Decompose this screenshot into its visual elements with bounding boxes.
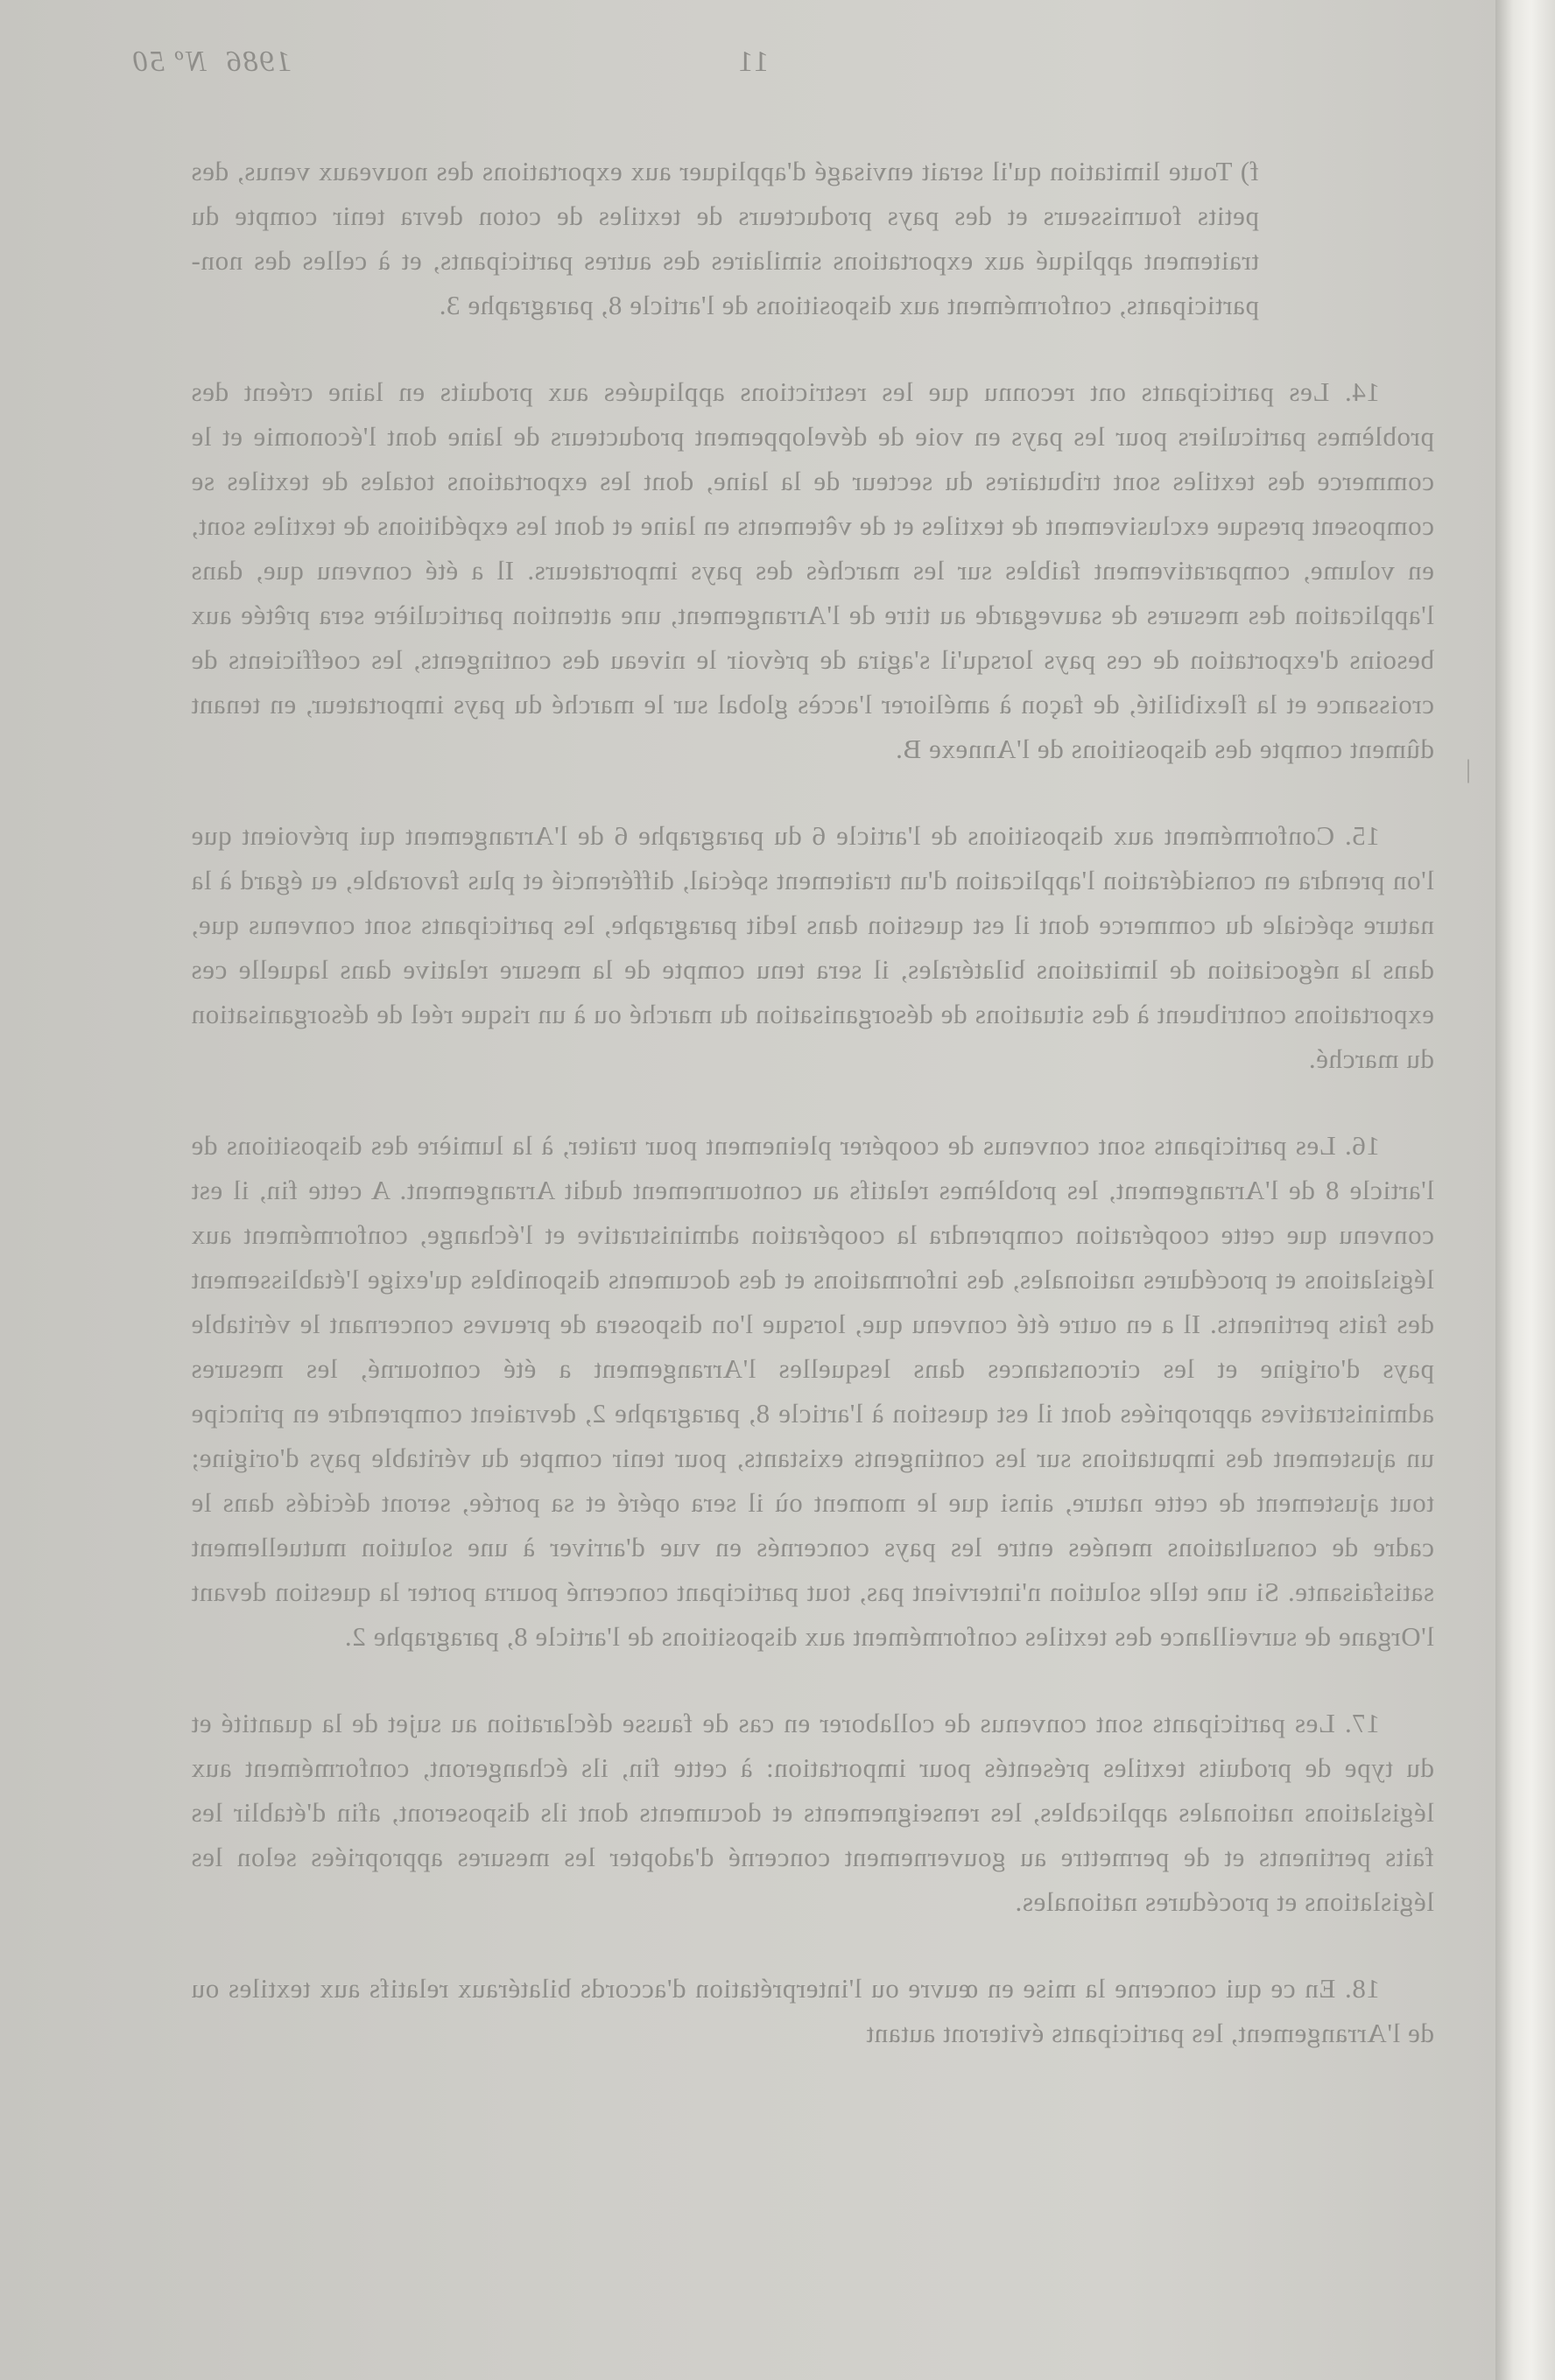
document-body <box>191 149 1434 2097</box>
page-number: 11 <box>736 46 769 78</box>
paragraph-14: 14. Les participants ont reconnu que les restrictions appliquées aux produits en laine créent des problèmes particuliers pour les pays en voie de développement producteurs de laine dont l'économie et le commerce des textiles sont tributaires du secteur de la laine, dont les exportations totales de textiles se composent presque exclusivement de textiles et de vêtements en laine et dont les expéditions de textiles sont, en volume, comparativement faibles sur les marchés des pays importateurs. Il a été convenu que, dans l'application des mesures de sauvegarde au titre de l'Arrangement, une attention particulière sera prêtée aux besoins d'exportation de ces pays lorsqu'il s'agira de prévoir le niveau des contingents, les coefficients de croissance et la flexibilité, de façon à améliorer l'accès global sur le marché du pays importateur, en tenant dûment compte des dispositions de l'Annexe B. <box>191 376 1434 764</box>
paragraph-17: 17. Les participants sont convenus de collaborer en cas de fausse déclaration au sujet de la quantité et du type de produits textiles présentés pour importation: à cette fin, ils échangeront, conformément aux législations nationales applicables, les renseignements et documents dont ils disposeront, afin d'établir les faits pertinents et de permettre au gouvernement concerné d'adopter les mesures appropriées selon les législations et procédures nationales. <box>191 1708 1434 1917</box>
paragraph-15: 15. Conformément aux dispositions de l'article 6 du paragraphe 6 de l'Arrangement qui prévoient que l'on prendra en considération l'application d'un traitement spécial, différencié et plus favorable, eu égard à la nature spéciale du commerce dont il est question dans ledit paragraphe, les participants sont convenus que, dans la négociation de limitations bilatérales, il sera tenu compte de la mesure relative dans laquelle ces exportations contribuent à des situations de désorganisation du marché ou à un risque réel de désorganisation du marché. <box>191 820 1434 1074</box>
publication-reference: 1986 Nº 50 <box>131 46 292 78</box>
page-spine-edge <box>1495 0 1555 2380</box>
paragraph-18: 18. En ce qui concerne la mise en œuvre ou l'interprétation d'accords bilatéraux relatifs aux textiles ou de l'Arrangement, les participants éviteront autant <box>191 1973 1434 2048</box>
paragraph-item-f: f) Toute limitation qu'il serait envisagé d'appliquer aux exportations des nouveaux venus, des petits fournisseurs et des pays producteurs de textiles de coton devra tenir compte du traitement appliqué aux exportations similaires des autres participants, et à celles des non-participants, conformément aux dispositions de l'article 8, paragraphe 3. <box>191 156 1259 320</box>
page-header <box>0 46 1495 98</box>
paragraph-16: 16. Les participants sont convenus de coopérer pleinement pour traiter, à la lumière des dispositions de l'article 8 de l'Arrangement, les problèmes relatifs au contournement dudit Arrangement. A cette fin, il est convenu que cette coopération comprendra la coopération administrative et l'échange, conformément aux législations et procédures nationales, des informations et des documents disponibles qu'exige l'établissement des faits pertinents. Il a en outre été convenu que, lorsque l'on disposera de preuves concernant le véritable pays d'origine et les circonstances dans lesquelles l'Arrangement a été contourné, les mesures administratives appropriées dont il est question à l'article 8, paragraphe 2, devraient comprendre en principe un ajustement des imputations sur les contingents existants, pour tenir compte du véritable pays d'origine; tout ajustement de cette nature, ainsi que le moment où il sera opéré et sa portée, seront décidés dans le cadre de consultations menées entre les pays concernés en vue d'arriver à une solution mutuellement satisfaisante. Si une telle solution n'intervient pas, tout participant concerné pourra porter la question devant l'Organe de surveillance des textiles conformément aux dispositions de l'article 8, paragraphe 2. <box>191 1130 1434 1652</box>
margin-mark: | <box>1465 755 1471 783</box>
